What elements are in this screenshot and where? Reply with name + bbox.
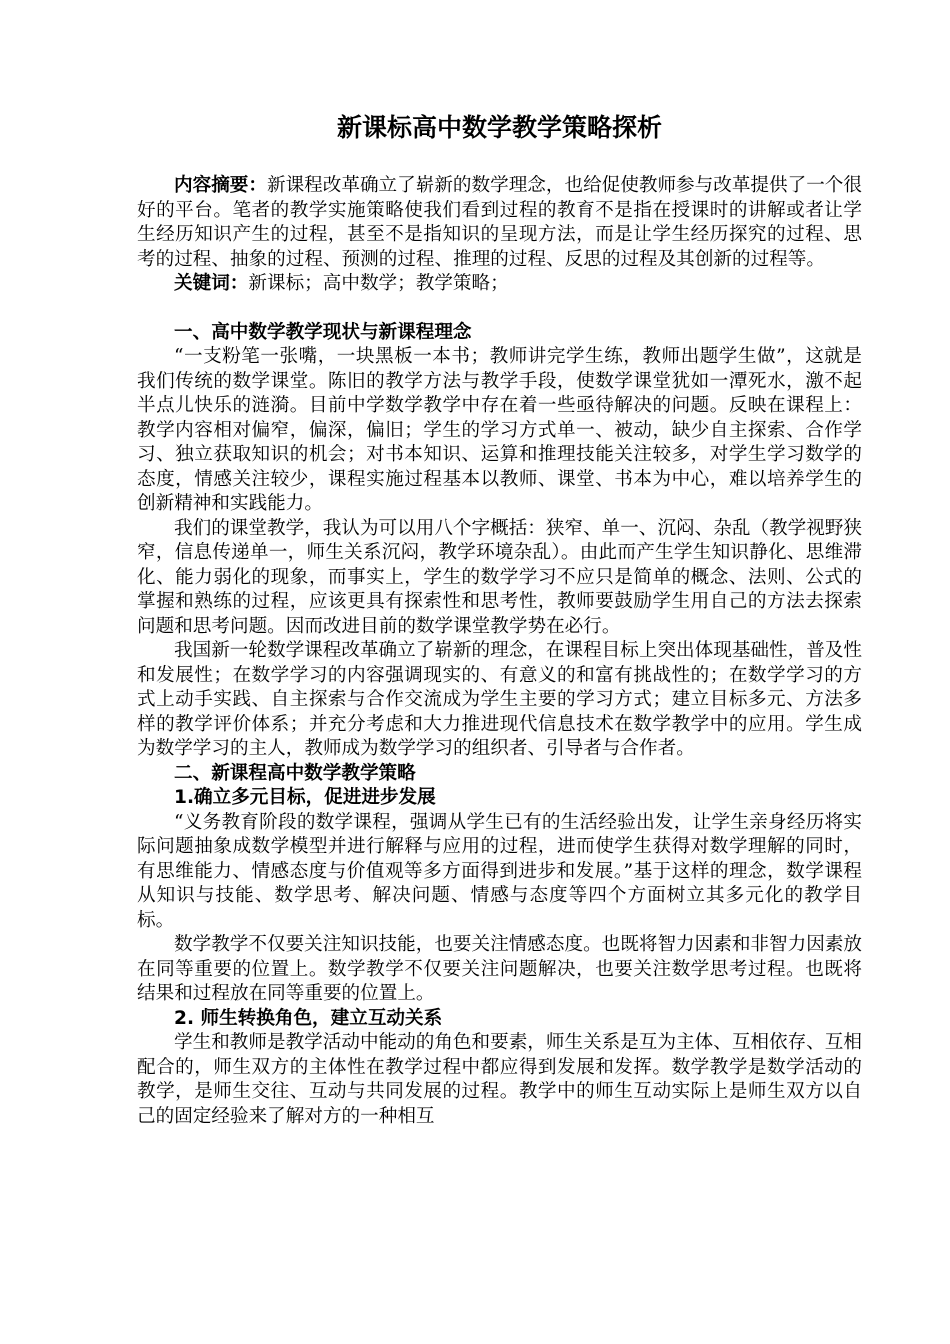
section-1-paragraph-2: 我们的课堂教学，我认为可以用八个字概括：狭窄、单一、沉闷、杂乱（教学视野狭窄，信息传递单一，师生关系沉闷，教学环境杂乱）。由此而产生学生知识静化、思维滞化、能力弱化的现象，而事实上，学生的数学学习不应只是简单的概念、法则、公式的掌握和熟练的过程，应该更具有探索性和思考性，教师要鼓励学生用自己的方法去探索问题和思考问题。因而改进目前的数学课堂教学势在必行。 [137,517,862,637]
section-1-paragraph-3: 我国新一轮数学课程改革确立了崭新的理念，在课程目标上突出体现基础性，普及性和发展性；在数学学习的内容强调现实的、有意义的和富有挑战性的；在数学学习的方式上动手实践、自主探索与合作交流成为学生主要的学习方式；建立目标多元、方法多样的教学评价体系；并充分考虑和大力推进现代信息技术在数学教学中的应用。学生成为数学学习的主人，教师成为数学学习的组织者、引导者与合作者。 [137,640,862,759]
subsection-1-paragraph-2: 数学教学不仅要关注知识技能，也要关注情感态度。也既将智力因素和非智力因素放在同等重要的位置上。数学教学不仅要关注问题解决，也要关注数学思考过程。也既将结果和过程放在同等重要的位置上。 [137,934,862,1004]
subsection-1-paragraph-1: “义务教育阶段的数学课程，强调从学生已有的生活经验出发，让学生亲身经历将实际问题抽象成数学模型并进行解释与应用的过程，进而使学生获得对数学理解的同时，有思维能力、情感态度与价值观等多方面得到进步和发展。”基于这样的理念，数学课程从知识与技能、数学思考、解决问题、情感与态度等四个方面树立其多元化的教学目标。 [137,811,862,931]
section-1-heading: 一、高中数学教学现状与新课程理念 [174,321,472,343]
spacer [137,297,862,321]
abstract-text: 新课程改革确立了崭新的数学理念，也给促使教师参与改革提供了一个很好的平台。笔者的教学实施策略使我们看到过程的教育不是指在授课时的讲解或者让学生经历知识产生的过程，甚至不是指知识的呈现方法，而是让学生经历探究的过程、思考的过程、抽象的过程、预测的过程、推理的过程、反思的过程及其创新的过程等。 [137,175,862,270]
keywords-text: 新课标；高中数学；教学策略； [248,273,509,294]
abstract-paragraph [137,174,862,272]
keywords-paragraph [137,272,862,297]
section-2-heading: 二、新课程高中数学教学策略 [174,762,416,784]
abstract-label: 内容摘要： [174,175,267,196]
document-page [137,108,862,1129]
subsection-2-paragraph-1: 学生和教师是教学活动中能动的角色和要素，师生关系是互为主体、互相依存、互相配合的，师生双方的主体性在教学过程中都应得到发展和发挥。数学教学是数学活动的教学，是师生交往、互动与共同发展的过程。教学中的师生互动实际上是师生双方以自己的固定经验来了解对方的一种相互 [137,1032,862,1127]
section-1-paragraph-1: “一支粉笔一张嘴，一块黑板一本书；教师讲完学生练，教师出题学生做”，这就是我们传统的数学课堂。陈旧的教学方法与教学手段，使数学课堂犹如一潭死水，激不起半点儿快乐的涟漪。目前中学数学教学中存在着一些亟待解决的问题。反映在课程上：教学内容相对偏窄，偏深，偏旧；学生的学习方式单一、被动，缺少自主探索、合作学习、独立获取知识的机会；对书本知识、运算和推理技能关注较多，对学生学习数学的态度，情感关注较少，课程实施过程基本以教师、课堂、书本为中心，难以培养学生的创新精神和实践能力。 [137,346,862,514]
subsection-1-heading: 1.确立多元目标，促进进步发展 [174,787,436,808]
keywords-label: 关键词： [174,273,249,294]
subsection-2-heading: 2. 师生转换角色，建立互动关系 [174,1007,443,1029]
document-title: 新课标高中数学教学策略探析 [336,113,662,142]
